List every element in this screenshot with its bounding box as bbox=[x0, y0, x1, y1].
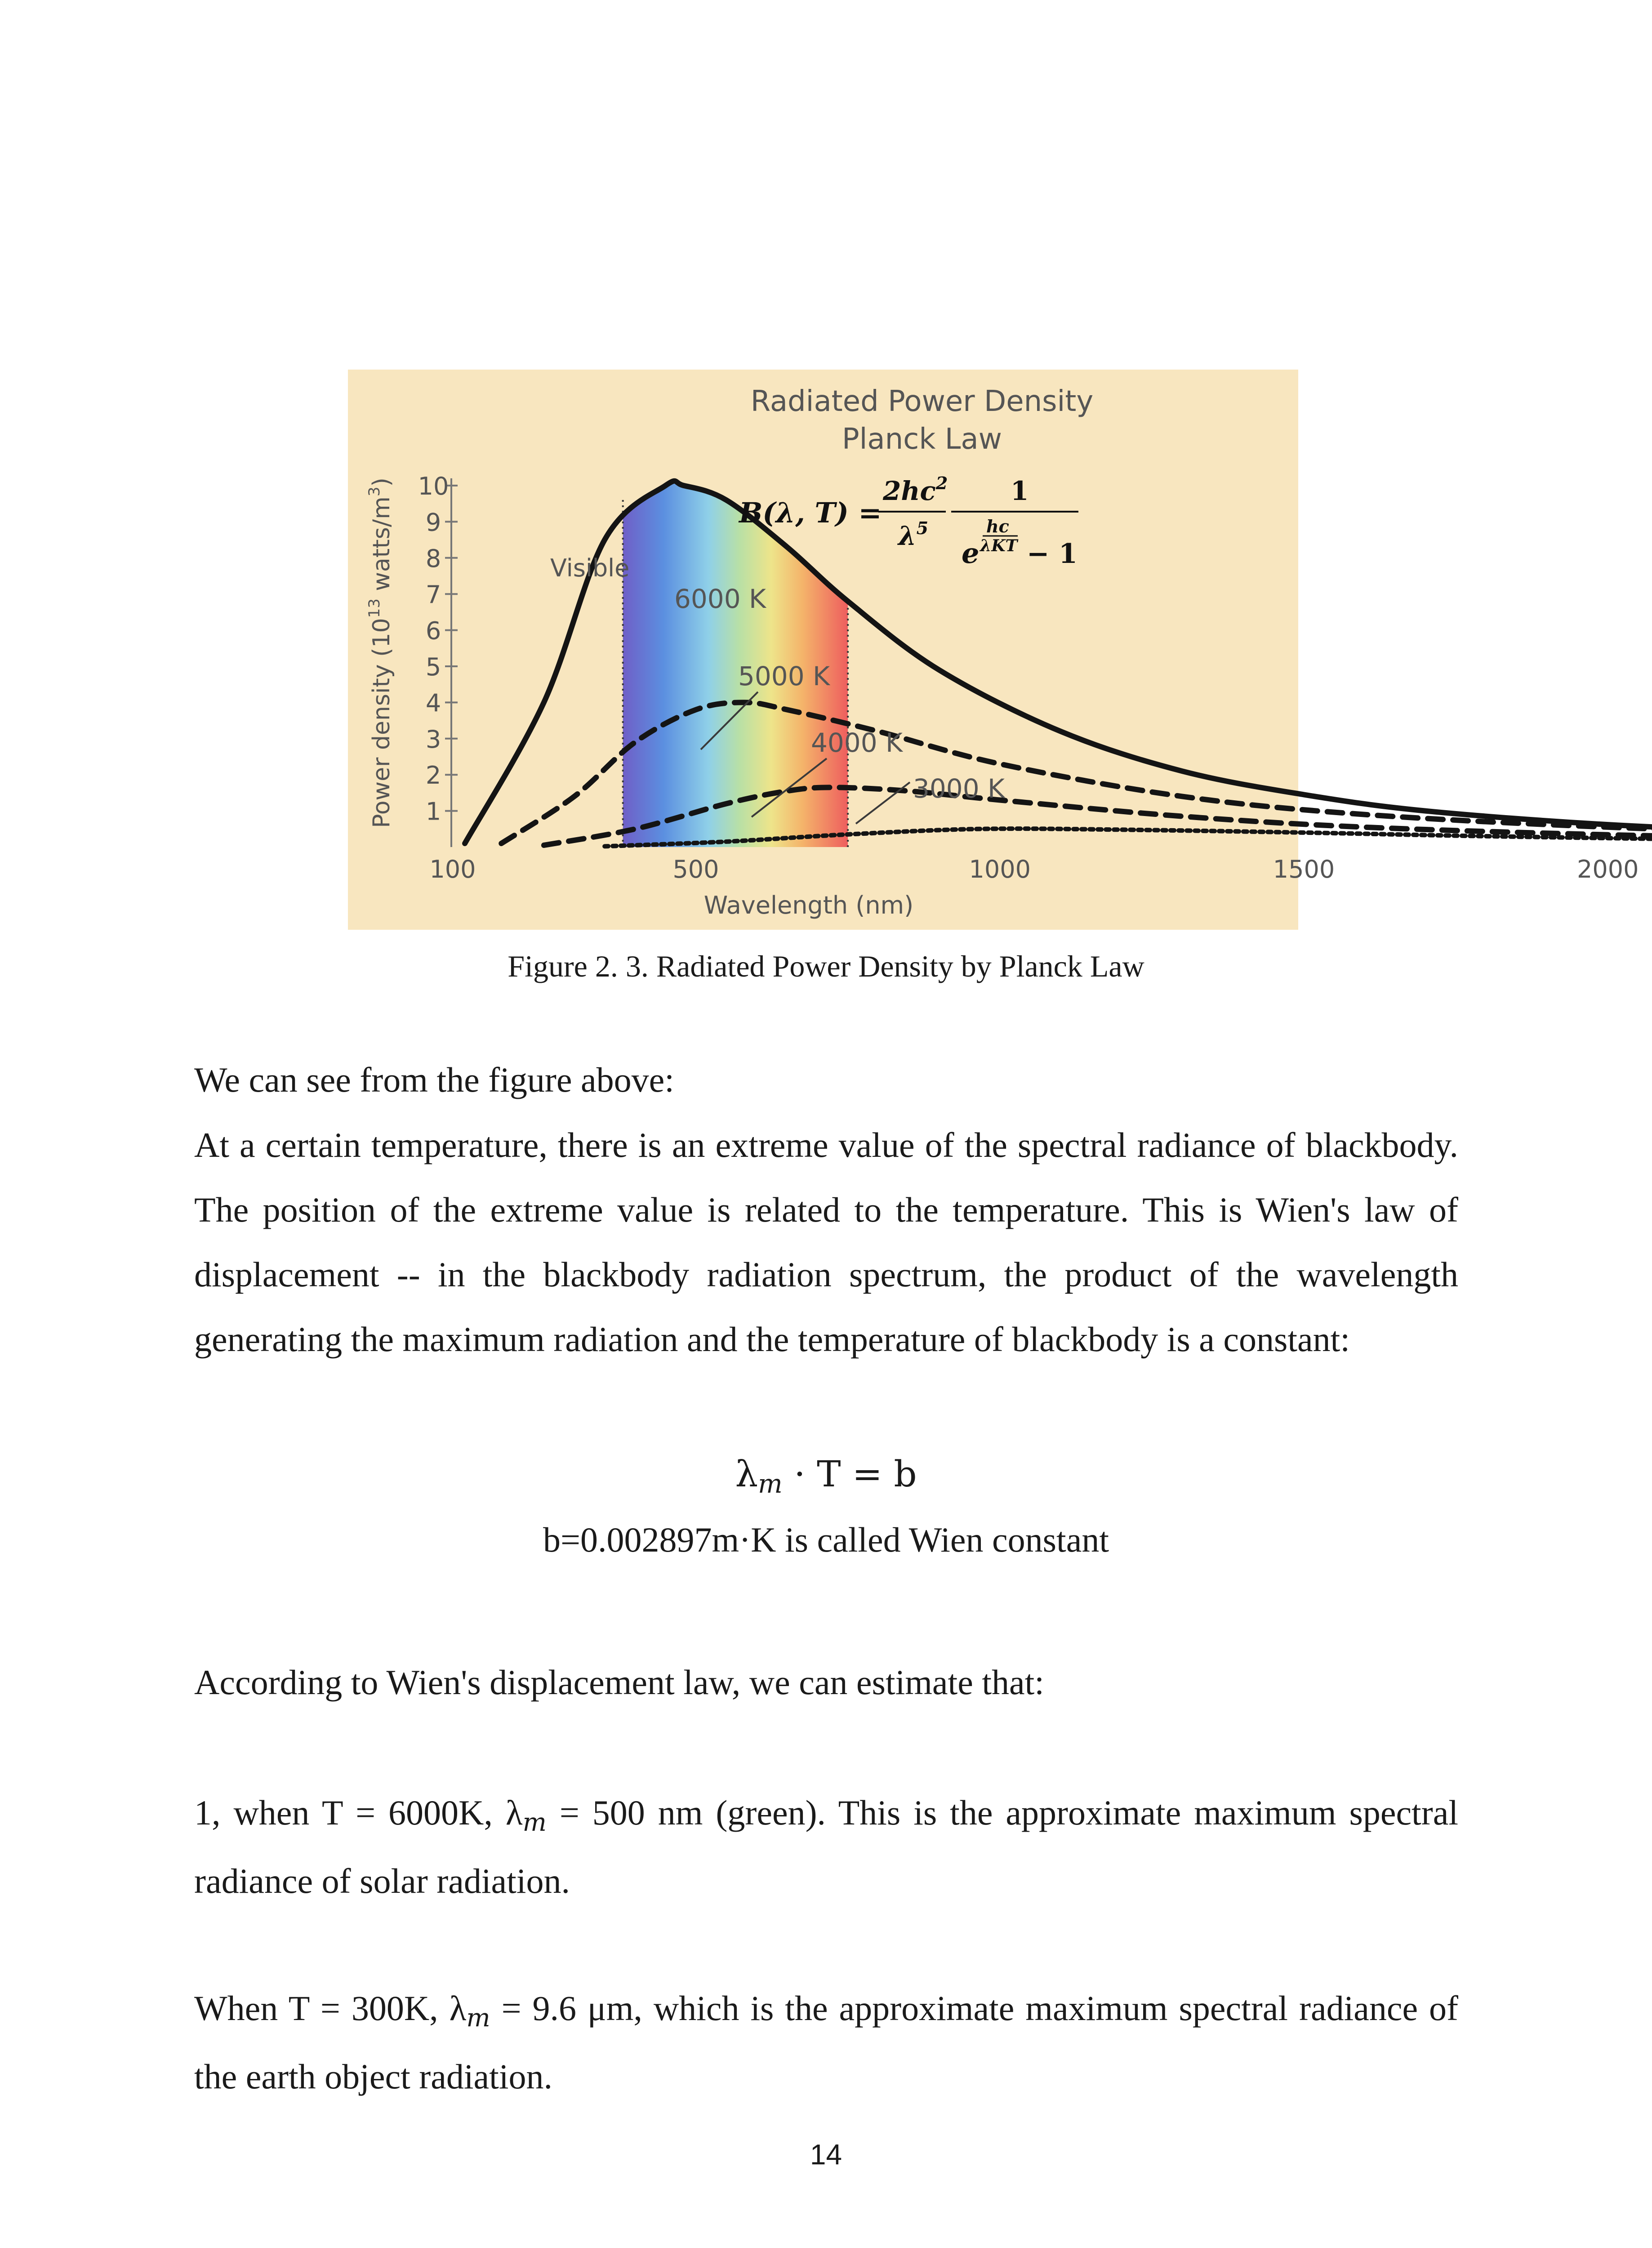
x-tick-label: 100 bbox=[429, 855, 476, 883]
paragraph-wien-law: At a certain temperature, there is an extreme value of the spectral radiance of blackbody. The position of the extreme value is related to the temperature. This is Wien's law of displacement -- in the blackbody radiation spectrum, the product of the wavelength generating the maximum radiation and the temperature of blackbody is a constant: bbox=[194, 1125, 1458, 1359]
series-label-3000k: 3000 K bbox=[913, 773, 1005, 804]
formula-lhs: B(λ, T) = bbox=[739, 496, 882, 529]
visible-label: Visible bbox=[550, 554, 630, 582]
wien-constant: b=0.002897m·K is called Wien constant bbox=[543, 1520, 1109, 1559]
paragraph-estimate: According to Wien's displacement law, we can estimate that: bbox=[194, 1663, 1044, 1702]
paragraph-solar: 1, when T = 6000K, λm = 500 nm (green). This is the approximate maximum spectral radiance of solar radiation. bbox=[194, 1793, 1458, 1900]
paragraph-earth: When T = 300K, λm = 9.6 μm, which is the approximate maximum spectral radiance of the earth object radiation. bbox=[194, 1989, 1458, 2096]
x-tick-label: 1500 bbox=[1273, 855, 1335, 883]
y-tick-label: 3 bbox=[425, 725, 441, 754]
x-tick-label: 2000 bbox=[1577, 855, 1639, 883]
chart-title-line2: Planck Law bbox=[842, 423, 1002, 456]
chart-title-line1: Radiated Power Density bbox=[750, 385, 1094, 418]
y-tick-label: 6 bbox=[425, 616, 441, 645]
series-label-6000k: 6000 K bbox=[674, 584, 766, 614]
x-tick-label: 500 bbox=[672, 855, 719, 883]
formula-den1: $\lambda^5$ bbox=[898, 518, 929, 551]
y-tick-label: 7 bbox=[425, 580, 441, 609]
paragraph-intro: We can see from the figure above: bbox=[194, 1060, 674, 1099]
formula-exp-den: λKT bbox=[980, 536, 1018, 555]
formula-num1: $2hc^2$ bbox=[883, 473, 948, 506]
formula-exp-num: hc bbox=[986, 516, 1009, 536]
figure-caption: Figure 2. 3. Radiated Power Density by Planck Law bbox=[508, 949, 1144, 983]
y-tick-label: 2 bbox=[425, 761, 441, 790]
page-number: 14 bbox=[810, 2138, 842, 2171]
y-tick-label: 9 bbox=[425, 508, 441, 537]
y-tick-label: 1 bbox=[425, 797, 441, 826]
formula-num2: 1 bbox=[1011, 476, 1029, 506]
x-axis-label: Wavelength (nm) bbox=[704, 891, 914, 919]
y-tick-label: 10 bbox=[418, 472, 449, 500]
y-tick-label: 8 bbox=[425, 544, 441, 573]
x-tick-label: 1000 bbox=[969, 855, 1031, 883]
formula-exp-base: e bbox=[962, 537, 980, 570]
planck-figure bbox=[348, 370, 1639, 930]
planck-chart bbox=[348, 370, 1639, 930]
formula-den2-tail: − 1 bbox=[1027, 538, 1078, 570]
wien-equation: λm · T = b bbox=[735, 1453, 917, 1499]
y-axis-label: Power density ($10^{13}$ watts/$m^3$) bbox=[365, 477, 395, 828]
series-label-4000k: 4000 K bbox=[811, 727, 903, 758]
y-tick-label: 4 bbox=[425, 689, 441, 718]
series-label-5000k: 5000 K bbox=[738, 661, 830, 691]
y-tick-label: 5 bbox=[425, 653, 441, 681]
